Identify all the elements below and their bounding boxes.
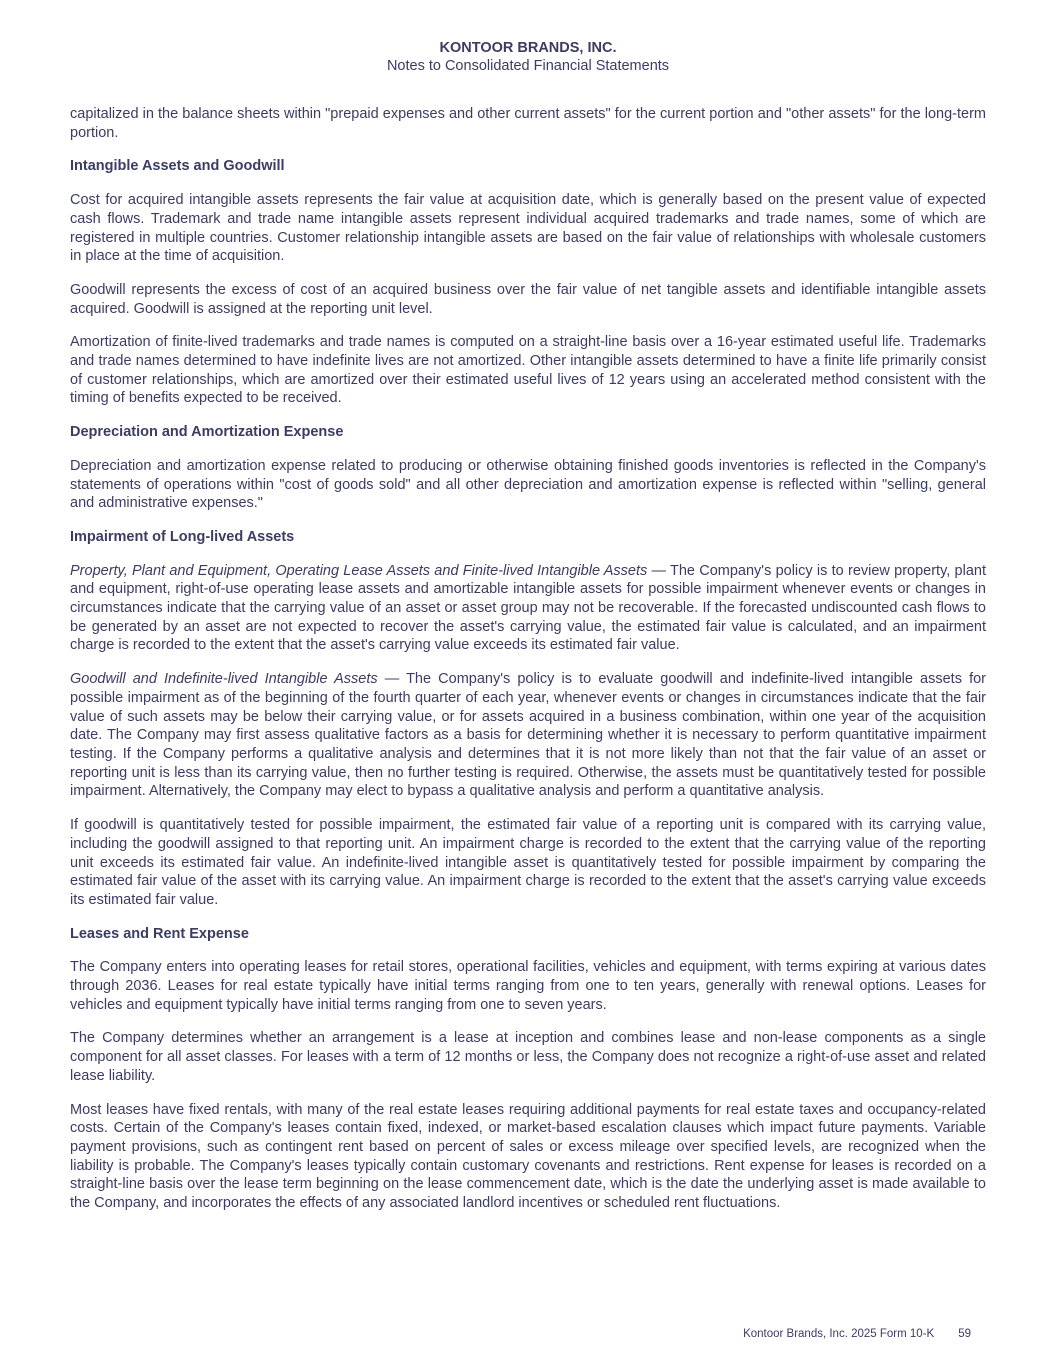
footer-text: Kontoor Brands, Inc. 2025 Form 10-K xyxy=(743,1328,935,1340)
section-heading-depreciation: Depreciation and Amortization Expense xyxy=(70,424,344,441)
intangible-paragraph-3: Amortization of finite-lived trademarks and trade names is computed on a straight-line basis over a 16-year estimated useful life. Trademarks and trade names determined to have indefinite lives are not amortized. Other intangible assets determined to have a finite life primarily consist of customer relationships, which are amortized over their estimated useful lives of 12 years using an accelerated method consistent with the timing of benefits expected to be received. xyxy=(70,334,986,407)
page-number: 59 xyxy=(958,1328,971,1340)
page-footer xyxy=(743,1327,971,1341)
leases-paragraph-3: Most leases have fixed rentals, with many of the real estate leases requiring additional payments for real estate taxes and occupancy-related costs. Certain of the Company's leases contain fixed, indexed, or market-based escalation clauses which impact future payments. Variable payment provisions, such as contingent rent based on percent of sales or excess mileage over specified levels, are recognized when the liability is probable. The Company's leases typically contain customary covenants and restrictions. Rent expense for leases is recorded on a straight-line basis over the lease term beginning on the lease commencement date, which is the date the underlying asset is made available to the Company, and incorporates the effects of any associated landlord incentives or scheduled rent fluctuations. xyxy=(70,1101,986,1212)
intangible-paragraph-2: Goodwill represents the excess of cost of an acquired business over the fair value of net tangible assets and identifiable intangible assets acquired. Goodwill is assigned at the reporting unit level. xyxy=(70,281,986,317)
leases-paragraph-2: The Company determines whether an arrangement is a lease at inception and combines lease and non-lease components as a single component for all asset classes. For leases with a term of 12 months or less, the Company does not recognize a right-of-use asset and related lease liability. xyxy=(70,1030,986,1084)
document-body xyxy=(70,105,986,1213)
impairment-p2-lead: Goodwill and Indefinite-lived Intangible Assets xyxy=(70,671,378,688)
document-page xyxy=(70,0,986,1228)
page-header xyxy=(70,0,986,75)
intro-paragraph: capitalized in the balance sheets within "prepaid expenses and other current assets" for the current portion and "other assets" for the long-term portion. xyxy=(70,106,986,141)
impairment-p2-text: — The Company's policy is to evaluate goodwill and indefinite-lived intangible assets for possible impairment as of the beginning of the fourth quarter of each year, whenever events or changes in circumstances indicate that the fair value of such assets may be below their carrying value, or for assets acquired in a business combination, within one year of the acquisition date. The Company may first assess qualitative factors as a basis for determining whether it is necessary to perform quantitative impairment testing. If the Company performs a qualitative analysis and determines that it is not more likely than not that the fair value of an asset or reporting unit is less than its carrying value, then no further testing is required. Otherwise, the assets must be quantitatively tested for possible impairment. Alternatively, the Company may elect to bypass a qualitative analysis and perform a quantitative analysis. xyxy=(70,671,986,800)
company-name: KONTOOR BRANDS, INC. xyxy=(439,40,617,56)
depreciation-paragraph-1: Depreciation and amortization expense related to producing or otherwise obtaining finished goods inventories is reflected in the Company's statements of operations within "cost of goods sold" and all other depreciation and amortization expense is reflected within "selling, general and administrative expenses." xyxy=(70,457,986,512)
impairment-paragraph-1 xyxy=(70,562,986,656)
impairment-paragraph-2 xyxy=(70,670,986,801)
section-heading-intangible: Intangible Assets and Goodwill xyxy=(70,158,285,175)
section-heading-impairment: Impairment of Long-lived Assets xyxy=(70,528,295,545)
page-subtitle: Notes to Consolidated Financial Statements xyxy=(386,58,670,74)
section-heading-leases: Leases and Rent Expense xyxy=(70,925,249,942)
impairment-p1-lead: Property, Plant and Equipment, Operating Lease Assets and Finite-lived Intangible Assets xyxy=(70,562,648,579)
intangible-paragraph-1: Cost for acquired intangible assets represents the fair value at acquisition date, which is generally based on the present value of expected cash flows. Trademark and trade name intangible assets represent individual acquired trademarks and trade names, some of which are registered in multiple countries. Customer relationship intangible assets are based on the fair value of relationships with wholesale customers in place at the time of acquisition. xyxy=(70,192,986,265)
leases-paragraph-1: The Company enters into operating leases for retail stores, operational facilities, vehicles and equipment, with terms expiring at various dates through 2036. Leases for real estate typically have initial terms ranging from one to ten years, generally with renewal options. Leases for vehicles and equipment typically have initial terms ranging from one to seven years. xyxy=(70,959,986,1013)
impairment-paragraph-3: If goodwill is quantitatively tested for possible impairment, the estimated fair value of a reporting unit is compared with its carrying value, including the goodwill assigned to that reporting unit. An impairment charge is recorded to the extent that the carrying value of the reporting unit exceeds its estimated fair value. An indefinite-lived intangible asset is quantitatively tested for possible impairment by comparing the estimated fair value of the asset with its carrying value. An impairment charge is recorded to the extent that the asset's carrying value exceeds its estimated fair value. xyxy=(70,817,986,908)
impairment-p1-text: — The Company's policy is to review property, plant and equipment, right-of-use operating lease assets and amortizable intangible assets for possible impairment whenever events or changes in circumstances indicate that the carrying value of an asset or asset group may not be recoverable. If the forecasted undiscounted cash flows to be generated by an asset are not expected to recover the asset's carrying value, the estimated fair value is calculated, and an impairment charge is recorded to the extent that the asset's carrying value exceeds its estimated fair value. xyxy=(70,562,986,654)
